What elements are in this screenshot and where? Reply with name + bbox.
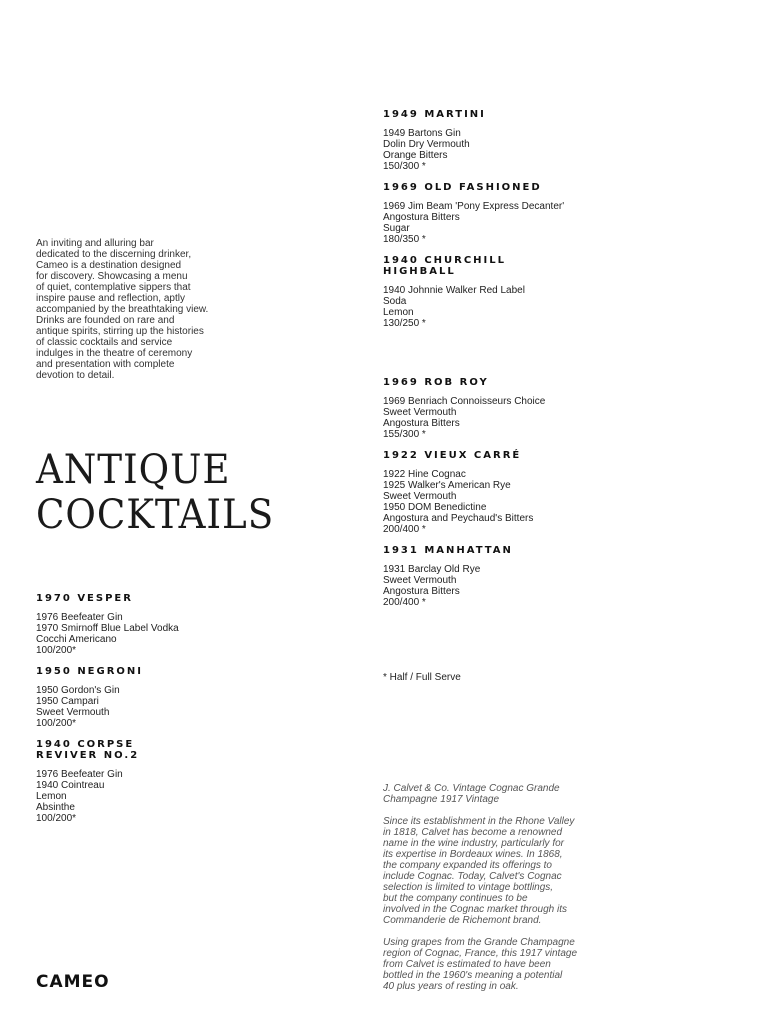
ingredient: 1940 Johnnie Walker Red Label <box>383 285 525 296</box>
ingredient: 1950 DOM Benedictine <box>383 502 487 513</box>
cocktail-name: 1949 MARTINI <box>383 109 486 120</box>
ingredient: Sweet Vermouth <box>383 407 457 418</box>
cocktail-item <box>383 255 713 329</box>
ingredient: Sweet Vermouth <box>383 491 457 502</box>
cocktail-item <box>383 109 713 172</box>
ingredient: Lemon <box>383 307 414 318</box>
ingredient: 1925 Walker's American Rye <box>383 480 511 491</box>
ingredient: Orange Bitters <box>383 150 448 161</box>
ingredient: 1940 Cointreau <box>36 780 105 791</box>
cocktail-list-left <box>36 593 336 824</box>
cocktail-name: 1950 NEGRONI <box>36 666 144 677</box>
page-title <box>36 448 274 538</box>
cocktail-name: 1940 CORPSE REVIVER NO.2 <box>36 739 140 761</box>
cognac-note-heading: J. Calvet & Co. Vintage Cognac Grande Champagne 1917 Vintage <box>383 783 560 805</box>
ingredient: Angostura and Peychaud's Bitters <box>383 513 534 524</box>
cognac-note-origin: Using grapes from the Grande Champagne region of Cognac, France, this 1917 vintage from Calvet is estimated to have been bottled in the 1960's meaning a potential 40 plus years of resting in oak. <box>383 937 578 992</box>
cocktail-item <box>383 377 713 440</box>
cocktail-price: 155/300 * <box>383 429 426 440</box>
ingredient: 1950 Campari <box>36 696 99 707</box>
cocktail-price: 130/250 * <box>383 318 426 329</box>
cocktail-name: 1922 VIEUX CARRÉ <box>383 450 522 461</box>
cocktail-price: 100/200* <box>36 718 77 729</box>
page-title-line-2: COCKTAILS <box>36 492 275 538</box>
ingredient: Absinthe <box>36 802 75 813</box>
cocktail-item <box>383 450 713 535</box>
cognac-note-history: Since its establishment in the Rhone Valley in 1818, Calvet has become a renowned name in the wine industry, particularly for its expertise in Bordeaux wines. In 1868, the company expanded its offerings to include Cognac. Today, Calvet's Cognac selection is limited to vintage bottlings, but the company continues to be involved in the Cognac market through its Commanderie de Richemont brand. <box>383 816 575 926</box>
cocktail-item <box>383 182 713 245</box>
ingredient: 1969 Benriach Connoisseurs Choice <box>383 396 546 407</box>
brand-logo: CAMEO <box>36 972 110 992</box>
cognac-notes <box>383 783 593 1003</box>
ingredient-list <box>383 564 713 597</box>
cocktail-name: 1969 OLD FASHIONED <box>383 182 542 193</box>
cocktail-name: 1931 MANHATTAN <box>383 545 513 556</box>
cocktail-price: 200/400 * <box>383 597 426 608</box>
ingredient-list <box>36 685 336 718</box>
ingredient-list <box>383 285 713 318</box>
ingredient: 1976 Beefeater Gin <box>36 612 123 623</box>
intro-paragraph: An inviting and alluring bar dedicated to the discerning drinker, Cameo is a destination designed for discovery. Showcasing a menu of quiet, contemplative sippers that inspire pause and reflection, aptly accompanied by the breathtaking view. Drinks are founded on rare and antique spirits, stirring up the histories of classic cocktails and service indulges in the theatre of ceremony and presentation with complete devotion to detail. <box>36 238 209 381</box>
ingredient: Angostura Bitters <box>383 212 460 223</box>
ingredient-list <box>36 612 336 645</box>
ingredient: 1922 Hine Cognac <box>383 469 466 480</box>
serve-size-footnote: * Half / Full Serve <box>383 672 461 683</box>
ingredient: Soda <box>383 296 407 307</box>
ingredient-list <box>36 769 336 813</box>
cocktail-price: 150/300 * <box>383 161 426 172</box>
ingredient: 1931 Barclay Old Rye <box>383 564 481 575</box>
cocktail-item <box>383 545 713 608</box>
ingredient: Cocchi Americano <box>36 634 117 645</box>
cocktail-item <box>36 739 336 824</box>
ingredient: Sweet Vermouth <box>36 707 110 718</box>
ingredient: 1970 Smirnoff Blue Label Vodka <box>36 623 179 634</box>
ingredient: 1976 Beefeater Gin <box>36 769 123 780</box>
ingredient: Dolin Dry Vermouth <box>383 139 470 150</box>
cocktail-list-right <box>383 109 713 608</box>
cocktail-item <box>36 593 336 656</box>
cocktail-price: 200/400 * <box>383 524 426 535</box>
ingredient: 1969 Jim Beam 'Pony Express Decanter' <box>383 201 565 212</box>
cocktail-name: 1969 ROB ROY <box>383 377 489 388</box>
ingredient: 1949 Bartons Gin <box>383 128 461 139</box>
ingredient-list <box>383 396 713 429</box>
cocktail-name: 1970 VESPER <box>36 593 133 604</box>
ingredient: Angostura Bitters <box>383 418 460 429</box>
cocktail-price: 100/200* <box>36 813 77 824</box>
cocktail-price: 180/350 * <box>383 234 426 245</box>
page-title-line-1: ANTIQUE <box>36 447 231 493</box>
cocktail-price: 100/200* <box>36 645 77 656</box>
ingredient-list <box>383 201 713 234</box>
ingredient: Angostura Bitters <box>383 586 460 597</box>
ingredient: Lemon <box>36 791 67 802</box>
cocktail-item <box>36 666 336 729</box>
ingredient-list <box>383 128 713 161</box>
ingredient: Sugar <box>383 223 410 234</box>
cocktail-name: 1940 CHURCHILL HIGHBALL <box>383 255 507 277</box>
ingredient: Sweet Vermouth <box>383 575 457 586</box>
ingredient: 1950 Gordon's Gin <box>36 685 120 696</box>
ingredient-list <box>383 469 713 524</box>
